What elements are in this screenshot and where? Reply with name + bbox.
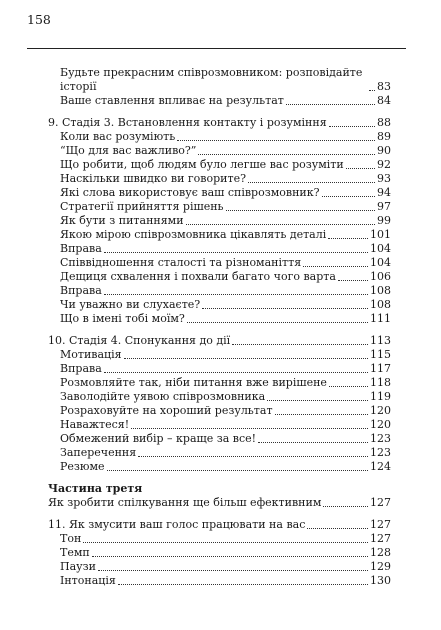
toc-entry[interactable] (60, 144, 391, 158)
toc-entry[interactable] (60, 256, 391, 270)
dot-leader (286, 104, 375, 105)
toc-entry-title: Заперечення (60, 446, 137, 459)
toc-entry-page: 97 (377, 200, 391, 213)
toc-entry-title: Як зробити спілкування ще більш ефективним (48, 496, 322, 509)
toc-entry-page: 90 (377, 144, 391, 157)
toc-entry[interactable] (60, 228, 391, 242)
toc-entry[interactable] (60, 298, 391, 312)
toc-entry-page: 104 (370, 242, 391, 255)
dot-leader (104, 252, 368, 253)
toc-entry[interactable] (60, 158, 391, 172)
toc-entry-title: Тон (60, 532, 82, 545)
dot-leader (346, 168, 375, 169)
toc-entry-title: 10. Стадія 4. Спонукання до дії (48, 334, 231, 347)
dot-leader (329, 126, 375, 127)
toc-entry-page: 127 (370, 496, 391, 509)
toc-entry-title: Як бути з питаннями (60, 214, 184, 227)
toc-entry-title: “Що для вас важливо?” (60, 144, 197, 157)
toc-chapter-entry[interactable] (48, 334, 391, 348)
dot-leader (328, 238, 368, 239)
dot-leader (83, 542, 368, 543)
dot-leader (369, 90, 375, 91)
part-title: Частина третя (48, 482, 143, 495)
toc-entry[interactable] (60, 66, 391, 94)
toc-entry-page: 127 (370, 532, 391, 545)
toc-entry-page: 119 (370, 390, 391, 403)
toc-entry-page: 88 (377, 116, 391, 129)
toc-entry[interactable] (60, 446, 391, 460)
dot-leader (248, 182, 375, 183)
toc-entry-page: 89 (377, 130, 391, 143)
toc-entry[interactable] (48, 496, 391, 510)
dot-leader (307, 528, 368, 529)
toc-entry-page: 104 (370, 256, 391, 269)
dot-leader (177, 140, 375, 141)
dot-leader (138, 456, 368, 457)
toc-entry[interactable] (60, 242, 391, 256)
dot-leader (131, 428, 368, 429)
toc-entry-title: Вправа (60, 284, 102, 297)
toc-entry-title: Вправа (60, 362, 102, 375)
toc-entry[interactable] (60, 284, 391, 298)
toc-entry-page: 128 (370, 546, 391, 559)
toc-entry-title: Резюме (60, 460, 105, 473)
dot-leader (226, 210, 375, 211)
dot-leader (329, 386, 368, 387)
toc-entry[interactable] (60, 200, 391, 214)
toc-entry-title: Наскільки швидко ви говорите? (60, 172, 246, 185)
dot-leader (258, 442, 368, 443)
toc-gap (60, 326, 391, 334)
toc-gap (60, 108, 391, 116)
toc-entry[interactable] (60, 130, 391, 144)
toc-entry[interactable] (60, 172, 391, 186)
dot-leader (107, 470, 368, 471)
dot-leader (98, 570, 368, 571)
dot-leader (104, 294, 368, 295)
header-rule (27, 48, 406, 49)
dot-leader (187, 322, 368, 323)
toc-entry-page: 120 (370, 418, 391, 431)
dot-leader (118, 584, 368, 585)
dot-leader (104, 372, 368, 373)
toc-entry-title: Мотивація (60, 348, 122, 361)
toc-entry-page: 127 (370, 518, 391, 531)
toc-entry[interactable] (60, 404, 391, 418)
toc-entry-title: Дещиця схвалення і похвали багато чого варта (60, 270, 336, 283)
dot-leader (323, 506, 368, 507)
toc-entry-title: Ваше ставлення впливає на результат (60, 94, 284, 107)
toc-entry-page: 124 (370, 460, 391, 473)
toc-entry-title: 11. Як змусити ваш голос працювати на вас (48, 518, 306, 531)
toc-entry-page: 108 (370, 284, 391, 297)
toc-entry[interactable] (60, 376, 391, 390)
dot-leader (198, 154, 375, 155)
toc-entry[interactable] (60, 460, 391, 474)
toc-entry-title: Інтонація (60, 574, 116, 587)
toc-entry-title: Обмежений вибір – краще за все! (60, 432, 257, 445)
toc-entry-title: 9. Стадія 3. Встановлення контакту і розуміння (48, 116, 327, 129)
toc-entry[interactable] (60, 418, 391, 432)
toc-entry-title: Вправа (60, 242, 102, 255)
toc-entry-page: 129 (370, 560, 391, 573)
toc-entry-title: Темп (60, 546, 90, 559)
toc-entry-page: 118 (370, 376, 391, 389)
toc-entry[interactable] (60, 94, 391, 108)
toc-entry-title: Розмовляйте так, ніби питання вже вирішене (60, 376, 327, 389)
toc-entry[interactable] (60, 214, 391, 228)
toc-entry-title: Співвідношення сталості та різноманіття (60, 256, 302, 269)
toc-entry-page: 94 (377, 186, 391, 199)
toc-entry[interactable] (60, 362, 391, 376)
dot-leader (275, 414, 368, 415)
toc-entry-page: 93 (377, 172, 391, 185)
toc-gap (60, 510, 391, 518)
toc-entry[interactable] (60, 546, 391, 560)
toc-entry-page: 108 (370, 298, 391, 311)
toc-entry-page: 123 (370, 446, 391, 459)
toc-entry-title: Наважтеся! (60, 418, 130, 431)
toc-entry-page: 117 (370, 362, 391, 375)
toc-entry-title: Чи уважно ви слухаєте? (60, 298, 201, 311)
dot-leader (186, 224, 375, 225)
dot-leader (303, 266, 368, 267)
toc-chapter-entry[interactable] (48, 116, 391, 130)
toc-entry[interactable] (60, 390, 391, 404)
toc-entry[interactable] (60, 432, 391, 446)
toc-entry-title: Розраховуйте на хороший результат (60, 404, 273, 417)
toc-entry[interactable] (60, 532, 391, 546)
toc-entry-title: Що робити, щоб людям було легше вас розуміти (60, 158, 344, 171)
toc-entry-page: 123 (370, 432, 391, 445)
dot-leader (232, 344, 368, 345)
toc-entry-title: Які слова використовує ваш співрозмовник? (60, 186, 320, 199)
dot-leader (124, 358, 368, 359)
dot-leader (202, 308, 368, 309)
dot-leader (267, 400, 368, 401)
toc-entry-title: Будьте прекрасним співрозмовником: розповідайте історії (60, 66, 363, 93)
toc-entry-title: Якою мірою співрозмовника цікавлять деталі (60, 228, 327, 241)
toc-entry-page: 92 (377, 158, 391, 171)
dot-leader (338, 280, 368, 281)
toc-entry[interactable] (60, 270, 391, 284)
toc-entry-title: Паузи (60, 560, 96, 573)
toc-entry-page: 120 (370, 404, 391, 417)
toc-entry-page: 113 (370, 334, 391, 347)
toc-entry[interactable] (60, 574, 391, 588)
table-of-contents (48, 66, 391, 588)
toc-entry-title: Що в імені тобі моїм? (60, 312, 185, 325)
toc-entry-title: Заволодійте уявою співрозмовника (60, 390, 266, 403)
toc-entry-page: 101 (370, 228, 391, 241)
toc-entry-page: 130 (370, 574, 391, 587)
page-number: 158 (27, 12, 51, 27)
dot-leader (92, 556, 368, 557)
toc-gap (60, 474, 391, 482)
toc-entry-title: Стратегії прийняття рішень (60, 200, 224, 213)
toc-entry-page: 106 (370, 270, 391, 283)
toc-entry-page: 115 (370, 348, 391, 361)
toc-entry[interactable] (60, 312, 391, 326)
toc-entry-page: 84 (377, 94, 391, 107)
toc-chapter-entry[interactable] (48, 518, 391, 532)
toc-entry-title: Коли вас розуміють (60, 130, 176, 143)
toc-entry[interactable] (60, 186, 391, 200)
toc-entry[interactable] (60, 348, 391, 362)
toc-entry-page: 99 (377, 214, 391, 227)
toc-entry-page: 111 (370, 312, 391, 325)
dot-leader (322, 196, 375, 197)
toc-entry-page: 83 (377, 80, 391, 93)
toc-entry[interactable] (60, 560, 391, 574)
